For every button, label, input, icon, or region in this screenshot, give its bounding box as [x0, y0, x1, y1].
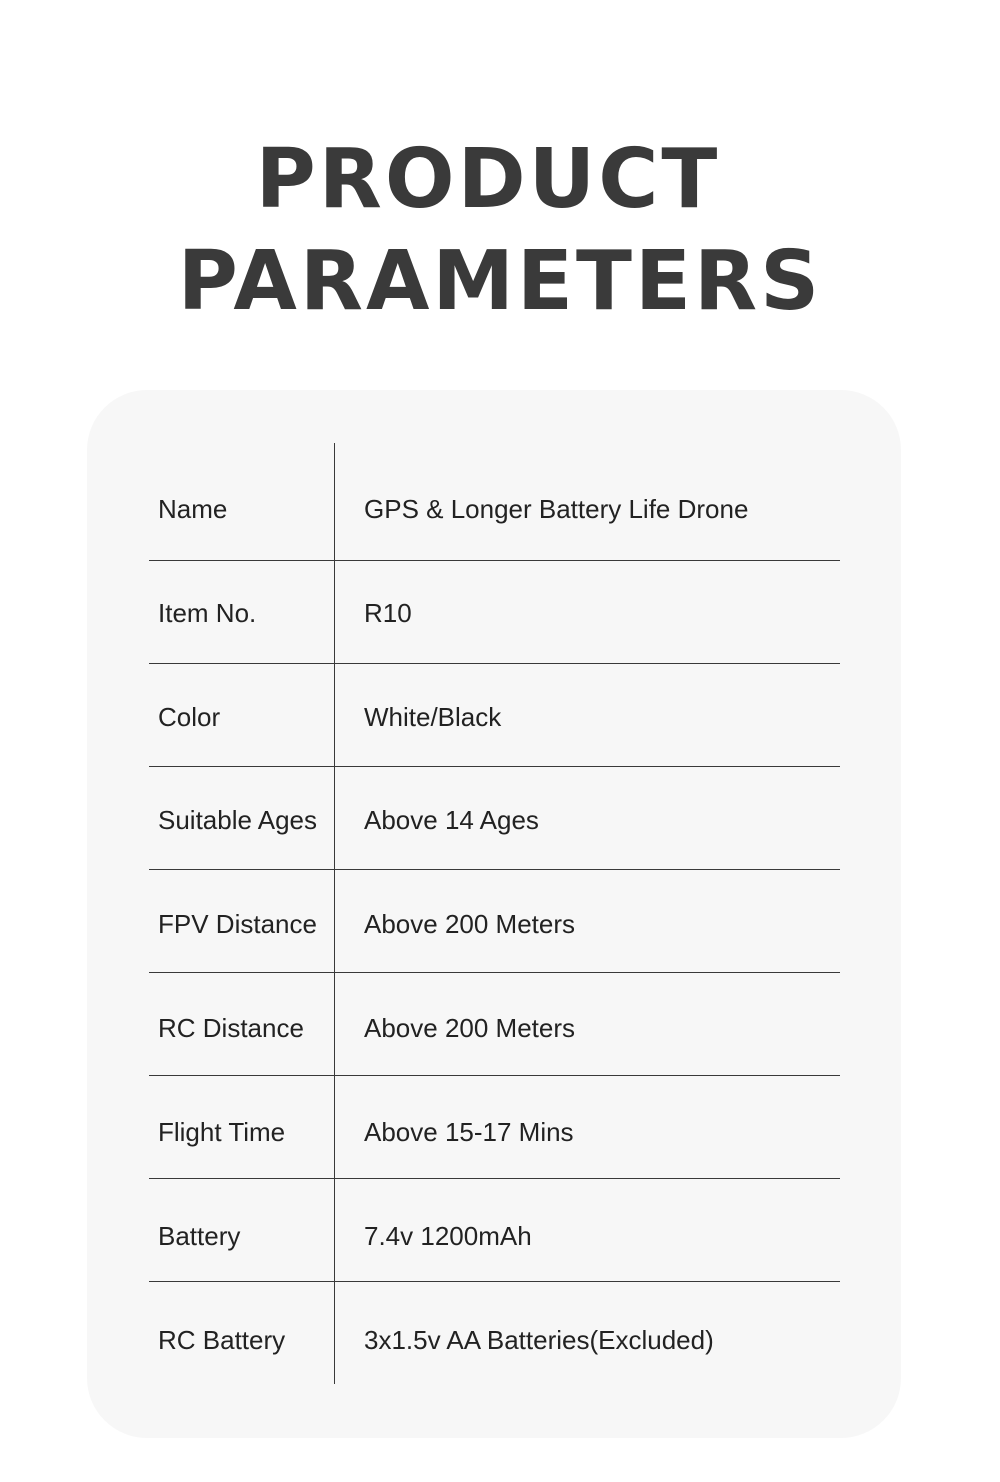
- row-divider: [149, 972, 840, 973]
- param-label-fpv-distance: FPV Distance: [158, 909, 317, 939]
- param-label-flight-time: Flight Time: [158, 1117, 286, 1147]
- row-divider: [149, 1178, 840, 1179]
- param-value-suitable-ages: Above 14 Ages: [364, 805, 539, 835]
- param-value-rc-distance: Above 200 Meters: [364, 1013, 576, 1043]
- param-value-rc-battery: 3x1.5v AA Batteries(Excluded): [364, 1325, 714, 1355]
- param-label-item-no: Item No.: [158, 598, 257, 628]
- param-value-fpv-distance: Above 200 Meters: [364, 909, 576, 939]
- page-title-line-2: PARAMETERS: [177, 234, 823, 329]
- row-divider: [149, 1281, 840, 1282]
- param-value-name: GPS & Longer Battery Life Drone: [364, 494, 749, 524]
- param-label-suitable-ages: Suitable Ages: [158, 805, 318, 835]
- row-divider: [149, 663, 840, 664]
- row-divider: [149, 766, 840, 767]
- column-divider: [334, 443, 335, 1384]
- param-value-color: White/Black: [364, 702, 502, 732]
- param-value-item-no: R10: [364, 598, 412, 628]
- row-divider: [149, 869, 840, 870]
- param-label-name: Name: [158, 494, 228, 524]
- page-title-line-1: PRODUCT: [255, 132, 721, 227]
- row-divider: [149, 560, 840, 561]
- param-label-battery: Battery: [158, 1221, 241, 1251]
- param-label-rc-distance: RC Distance: [158, 1013, 304, 1043]
- row-divider: [149, 1075, 840, 1076]
- param-value-flight-time: Above 15-17 Mins: [364, 1117, 574, 1147]
- param-label-color: Color: [158, 702, 221, 732]
- param-label-rc-battery: RC Battery: [158, 1325, 286, 1355]
- param-value-battery: 7.4v 1200mAh: [364, 1221, 532, 1251]
